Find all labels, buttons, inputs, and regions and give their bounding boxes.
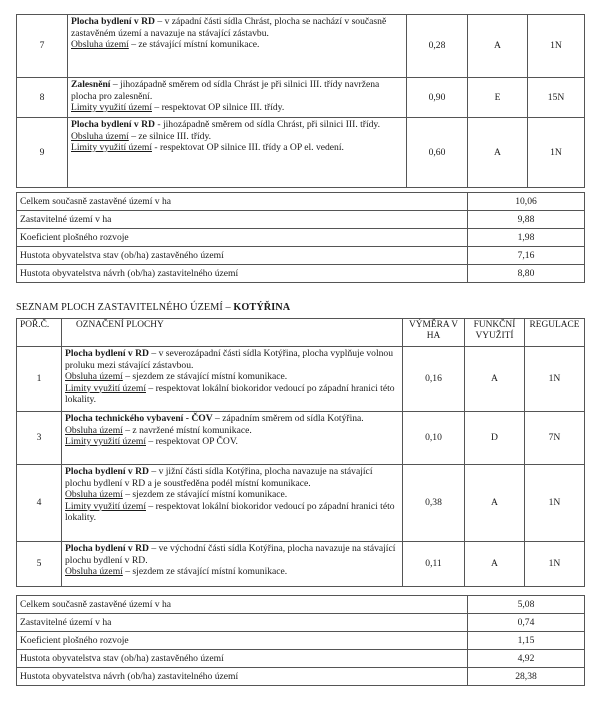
row-number: 7 [17,15,68,78]
plot-description [68,118,407,188]
plot-function: A [468,15,528,78]
plot-area: 0,28 [407,15,468,78]
row-number: 5 [17,542,62,587]
plot-description [68,15,407,78]
chrast-summary-table [16,192,585,283]
plot-title: Plocha bydlení v RD [65,466,149,477]
summary-row [17,265,585,283]
plot-regulation: 15N [528,78,585,118]
plot-text: – v jižní části sídla Kotýřina, plocha navazuje na stávající plochu bydlení v RD a je soustředěna podél místní komunikace. [65,466,373,489]
plot-text: – jihozápadně směrem od sídla Chrást je při silnici III. třídy navržena plocha pro zalesnění. [71,79,380,102]
line-label: Limity využití území [65,500,146,512]
plot-title: Plocha bydlení v RD [65,543,149,554]
summary-label: Zastavitelné území v ha [17,211,468,229]
plot-text: – ve východní části sídla Kotýřina, plocha navazuje na stávající plochu bydlení v RD. [65,543,396,566]
summary-label: Hustota obyvatelstva stav (ob/ha) zastavěného území [17,650,468,668]
summary-value: 9,88 [468,211,585,229]
summary-row [17,193,585,211]
table-row [17,542,585,587]
line-label: Obsluha území [71,39,129,50]
plot-text: – v západní části sídla Chrást, plocha se nachází v současně zastavěném území a navazuje na stávající zástavbu. [71,16,387,39]
line-text: – ze silnice III. třídy. [128,130,212,142]
plot-description [62,347,403,412]
section-heading [16,302,290,313]
line-text: – z navržené místní komunikace. [122,424,252,436]
table-row [17,118,585,188]
line-text: – respektovat lokální biokoridor vedoucí po západní hranici této lokality. [65,382,395,405]
summary-value: 28,38 [468,668,585,686]
chrast-plots-table [16,14,585,188]
plot-area: 0,38 [403,465,465,542]
line-text: – respektovat OP silnice III. třídy. [152,102,285,113]
summary-value: 8,80 [468,265,585,283]
plot-function: E [468,78,528,118]
summary-label: Hustota obyvatelstva návrh (ob/ha) zastavitelného území [17,265,468,283]
plot-regulation: 1N [525,465,585,542]
plot-function: A [465,347,525,412]
summary-label: Celkem současně zastavěné území v ha [17,193,468,211]
plot-function: A [465,465,525,542]
summary-value: 0,74 [468,614,585,632]
summary-row [17,668,585,686]
line-label: Obsluha území [65,566,123,577]
line-label: Limity využití území [71,142,152,153]
table-row [17,78,585,118]
plot-area: 0,16 [403,347,465,412]
plot-function: A [465,542,525,587]
header-function: FUNKČNÍ VYUŽITÍ [465,319,525,347]
summary-label: Celkem současně zastavěné území v ha [17,596,468,614]
summary-row [17,229,585,247]
plot-regulation: 1N [528,118,585,188]
plot-title: Plocha bydlení v RD [71,16,155,27]
plot-title: Plocha bydlení v RD [65,348,149,359]
summary-value: 4,92 [468,650,585,668]
header-area: VÝMĚRA V HA [403,319,465,347]
plot-function: A [468,118,528,188]
line-label: Obsluha území [65,371,123,382]
plot-title: Plocha bydlení v RD [71,119,155,130]
line-label: Limity využití území [65,436,146,447]
row-number: 4 [17,465,62,542]
table-row [17,347,585,412]
plot-function: D [465,412,525,465]
kotyrina-plots-table [16,318,585,587]
summary-row [17,596,585,614]
header-name: OZNAČENÍ PLOCHY [62,319,403,347]
row-number: 1 [17,347,62,412]
summary-row [17,211,585,229]
plot-description [62,412,403,465]
header-regulation: REGULACE [525,319,585,347]
plot-regulation: 1N [528,15,585,78]
table-row [17,15,585,78]
summary-value: 7,16 [468,247,585,265]
plot-text: – v severozápadní části sídla Kotýřina, plocha vyplňuje volnou proluku mezi stávající zástavbou. [65,348,394,371]
plot-regulation: 7N [525,412,585,465]
plot-area: 0,60 [407,118,468,188]
plot-description [68,78,407,118]
summary-row [17,650,585,668]
plot-title: Zalesnění [71,79,111,90]
summary-row [17,632,585,650]
plot-regulation: 1N [525,542,585,587]
line-label: Limity využití území [65,382,146,394]
row-number: 8 [17,78,68,118]
line-text: - respektovat OP silnice III. třídy a OP el. vedení. [152,142,344,153]
line-label: Obsluha území [71,130,129,142]
summary-row [17,247,585,265]
line-label: Obsluha území [65,424,123,436]
summary-label: Zastavitelné území v ha [17,614,468,632]
plot-area: 0,90 [407,78,468,118]
plot-description [62,465,403,542]
plot-area: 0,10 [403,412,465,465]
table-row [17,465,585,542]
section-heading-place: KOTÝŘINA [233,302,291,313]
summary-label: Hustota obyvatelstva stav (ob/ha) zastavěného území [17,247,468,265]
row-number: 9 [17,118,68,188]
table-header-row [17,319,585,347]
row-number: 3 [17,412,62,465]
line-text: – sjezdem ze stávající místní komunikace. [122,371,288,382]
line-text: – sjezdem ze stávající místní komunikace. [122,489,288,500]
line-text: – sjezdem ze stávající místní komunikace. [122,566,288,577]
plot-text: - jihozápadně směrem od sídla Chrást, při silnici III. třídy. [154,119,381,130]
summary-label: Hustota obyvatelstva návrh (ob/ha) zastavitelného území [17,668,468,686]
line-text: – respektovat OP ČOV. [146,436,238,447]
line-label: Obsluha území [65,489,123,500]
kotyrina-summary-table [16,595,585,686]
plot-description [62,542,403,587]
line-text: – ze stávající místní komunikace. [128,39,260,50]
summary-value: 1,98 [468,229,585,247]
summary-label: Koeficient plošného rozvoje [17,632,468,650]
plot-regulation: 1N [525,347,585,412]
plot-title: Plocha technického vybavení - ČOV [65,413,213,424]
header-number: POŘ.Č. [17,319,62,347]
summary-row [17,614,585,632]
summary-label: Koeficient plošného rozvoje [17,229,468,247]
line-text: – respektovat lokální biokoridor vedoucí po západní hranici této lokality. [65,500,395,523]
summary-value: 1,15 [468,632,585,650]
summary-value: 10,06 [468,193,585,211]
line-label: Limity využití území [71,102,152,113]
plot-text: – západním směrem od sídla Kotýřina. [212,413,364,424]
plot-area: 0,11 [403,542,465,587]
summary-value: 5,08 [468,596,585,614]
table-row [17,412,585,465]
section-heading-prefix: SEZNAM PLOCH ZASTAVITELNÉHO ÚZEMÍ – [16,302,234,313]
